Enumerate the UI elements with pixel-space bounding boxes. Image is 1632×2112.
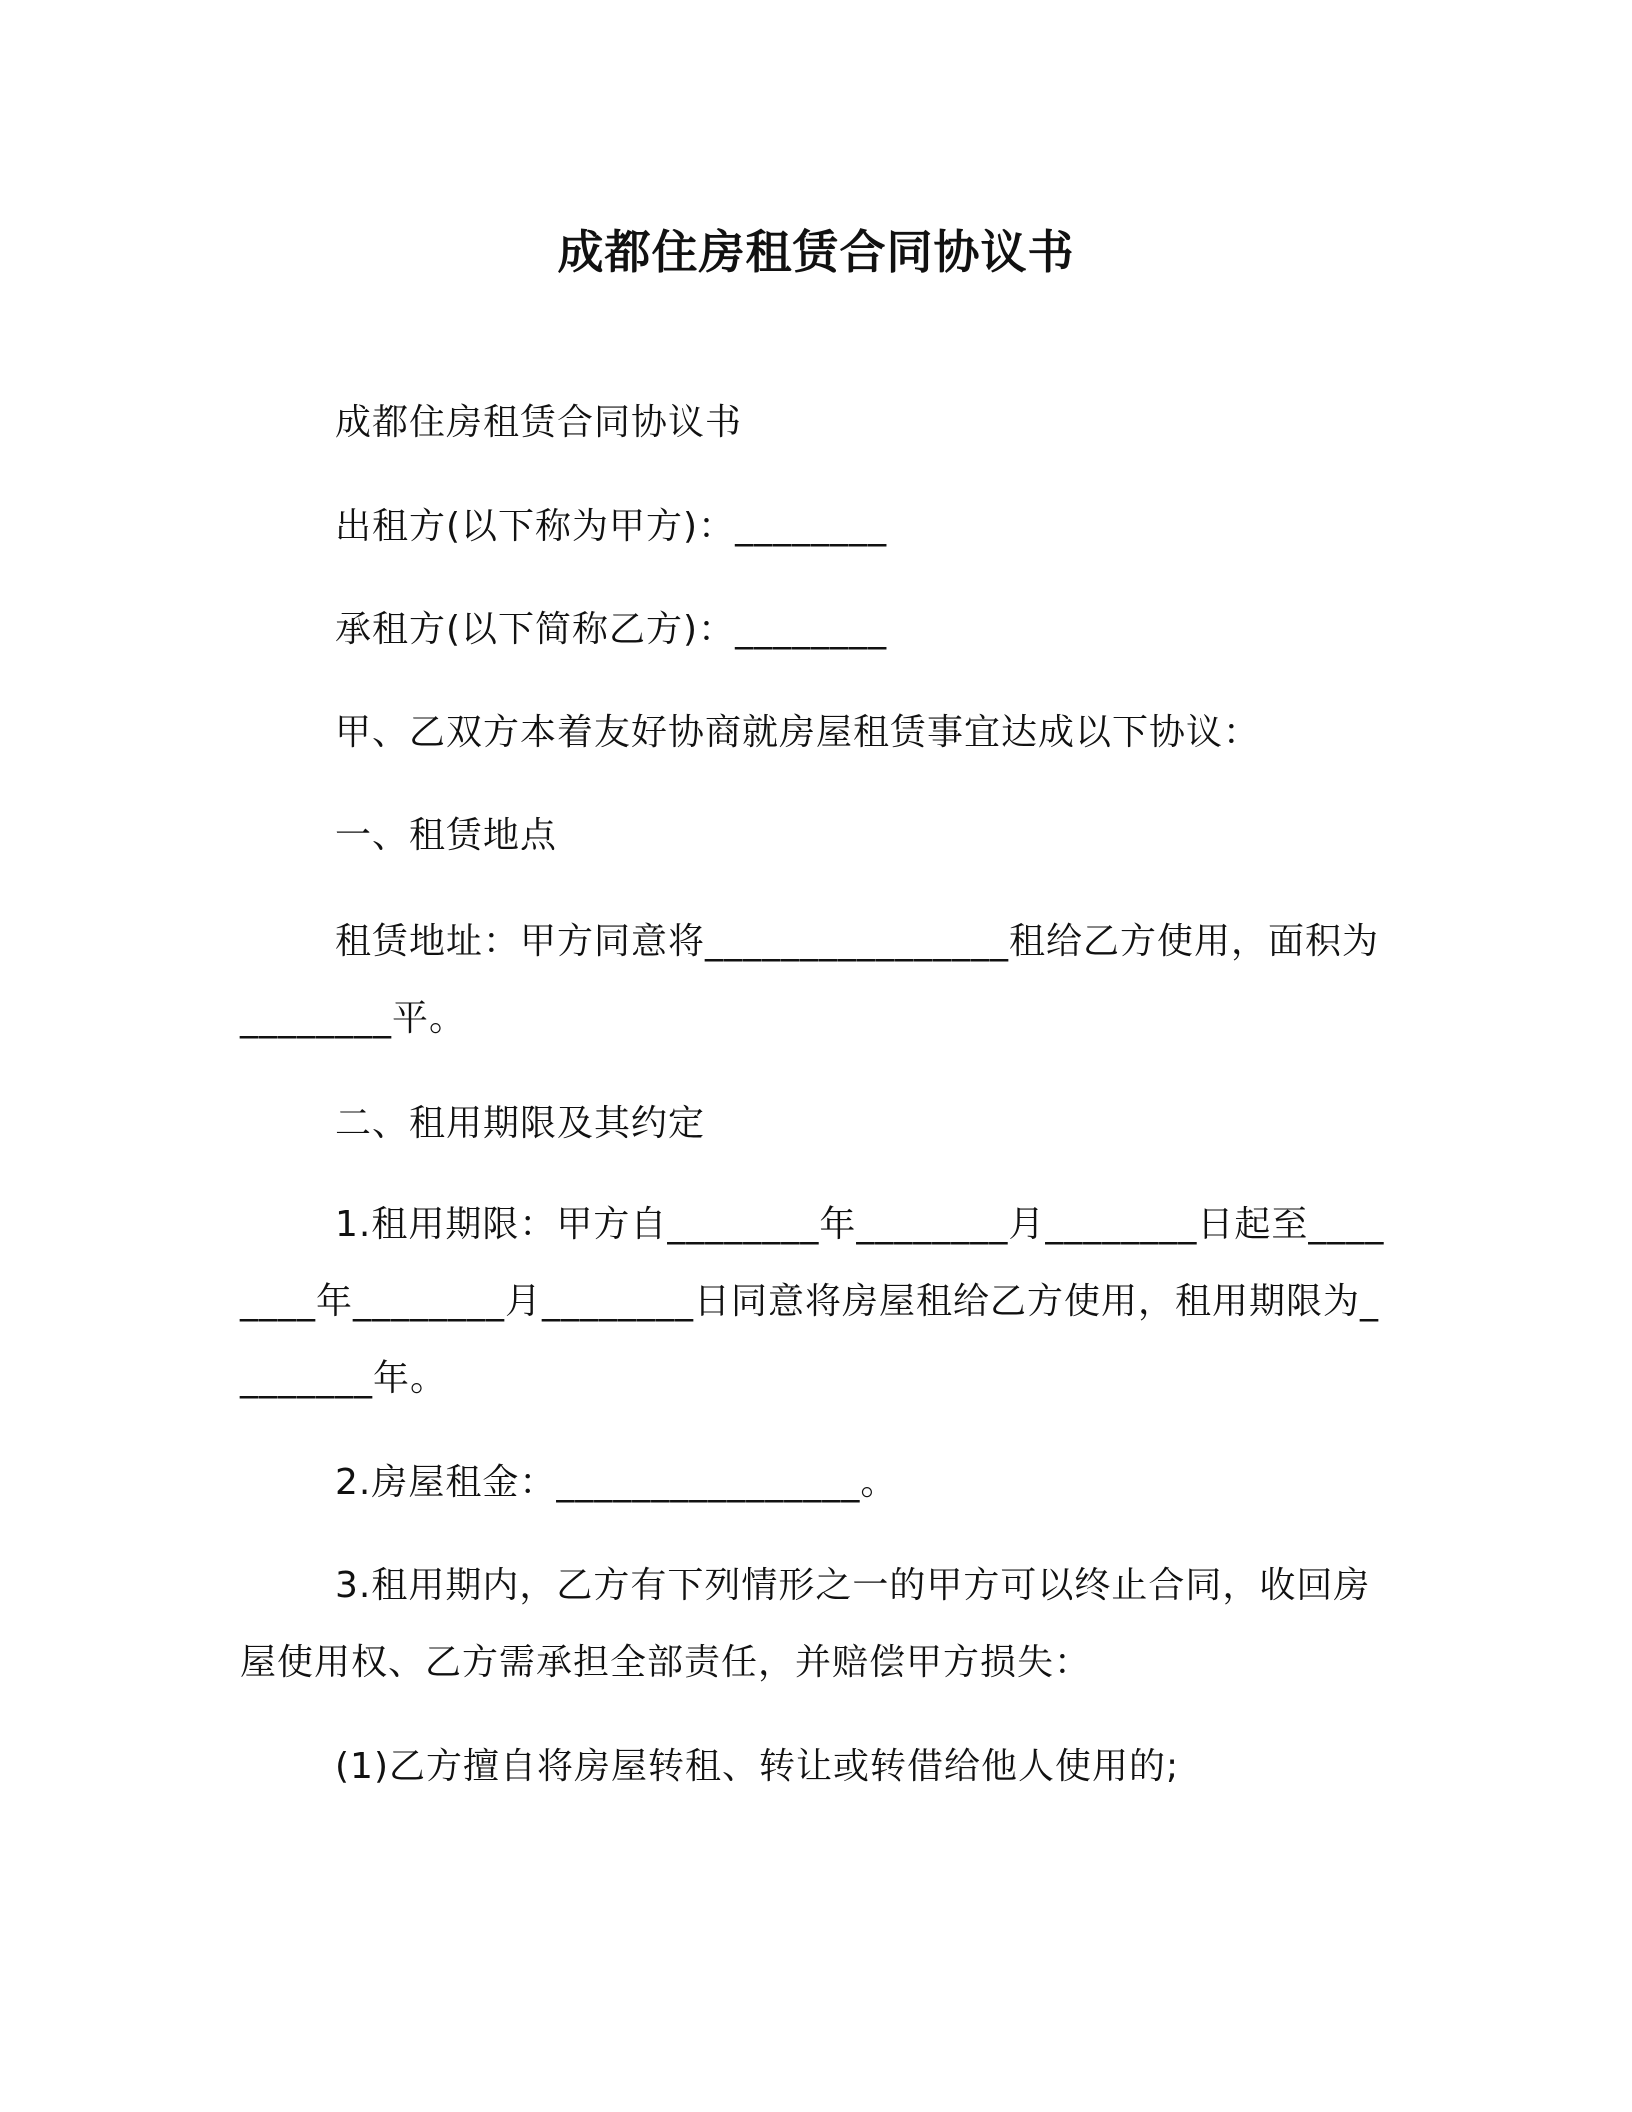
paragraph-termination: 3.租用期内，乙方有下列情形之一的甲方可以终止合同，收回房屋使用权、乙方需承担全部责任，并赔偿甲方损失： <box>240 1565 1371 1683</box>
paragraph-agreement-intro: 甲、乙双方本着友好协商就房屋租赁事宜达成以下协议： <box>335 712 1261 753</box>
paragraph-lessor: 出租方(以下称为甲方)：________ <box>335 506 888 547</box>
paragraph-lease-address: 租赁地址：甲方同意将________________租给乙方使用，面积为________平。 <box>240 921 1380 1039</box>
section-heading-term: 二、租用期限及其约定 <box>335 1103 706 1144</box>
document-title: 成都住房租赁合同协议书 <box>557 225 1075 279</box>
paragraph-clause-1: (1)乙方擅自将房屋转租、转让或转借给他人使用的; <box>335 1746 1180 1787</box>
paragraph-lease-period: 1.租用期限：甲方自________年________月________日起至________年________月________日同意将房屋租给乙方使用，租用期限为________年。 <box>240 1204 1385 1399</box>
paragraph-subtitle: 成都住房租赁合同协议书 <box>335 402 743 443</box>
paragraph-rent: 2.房屋租金：________________。 <box>335 1462 898 1503</box>
section-heading-location: 一、租赁地点 <box>335 815 558 856</box>
paragraph-lessee: 承租方(以下简称乙方)：________ <box>335 609 888 650</box>
